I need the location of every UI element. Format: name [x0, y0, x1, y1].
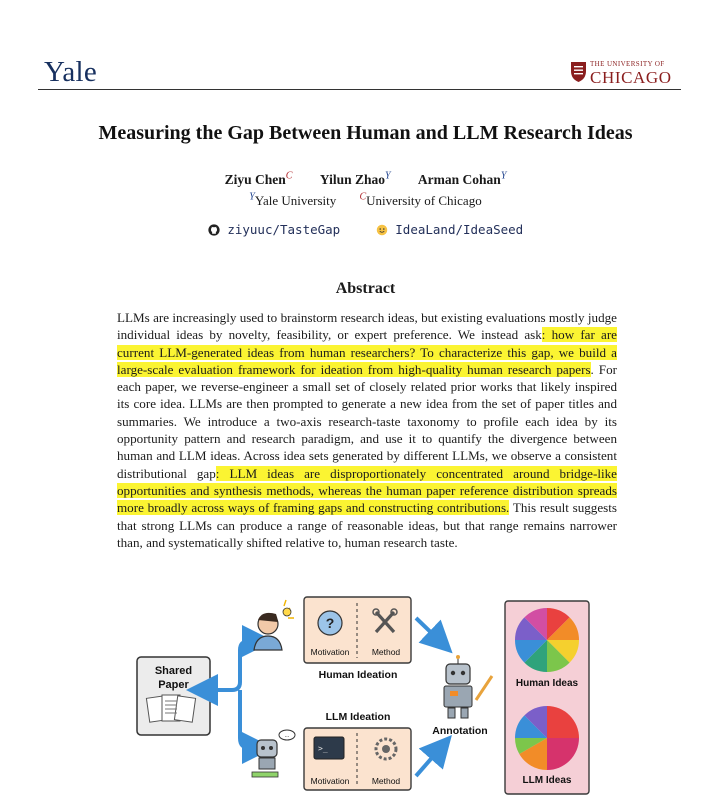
paper-title: Measuring the Gap Between Human and LLM Research Ideas [98, 122, 633, 144]
motivation-label: Motivation [310, 647, 350, 657]
human-ideas-label: Human Ideas [515, 678, 579, 689]
llm-ideas-label: LLM Ideas [522, 775, 572, 786]
papers-icon [146, 695, 195, 722]
method-label: Method [371, 776, 401, 786]
llm-ideation-label: LLM Ideation [325, 711, 391, 723]
human-ideation-panel [304, 597, 411, 663]
svg-text:>_: >_ [318, 744, 328, 753]
results-panel [505, 601, 589, 794]
highlighted-text: : how far are current LLM-generated ideas from human researchers? To characterize this gap, we build a large-scale evaluation framework for ideation from high-quality human research papers [117, 327, 617, 377]
arrow-to-llm [240, 690, 262, 748]
author: Arman Cohan$^Y$ [417, 170, 507, 187]
annotation-robot-icon [444, 655, 492, 718]
question-icon [318, 611, 342, 635]
uchicago-logo: CHICAGO [590, 68, 672, 87]
affiliation: $^Y$Yale University [249, 192, 337, 209]
llm-ideation-panel [304, 728, 411, 790]
llm-robot-icon [252, 730, 295, 777]
shared-paper-label: Shared [154, 665, 193, 677]
arrow-human-to-annotation [416, 618, 444, 645]
llm-ideas-pie [515, 706, 579, 770]
shared-paper-box [137, 657, 210, 735]
human-ideation-label: Human Ideation [318, 669, 398, 681]
arrow-llm-to-annotation [416, 744, 444, 776]
affiliation: $^C$University of Chicago [359, 192, 482, 209]
human-ideas-pie [515, 608, 579, 672]
author: Yilun Zhao$^Y$ [319, 170, 391, 187]
abstract-heading: Abstract [335, 280, 396, 297]
uchicago-logo-small-text: THE UNIVERSITY OF [590, 60, 665, 68]
svg-text:...: ... [284, 733, 290, 739]
motivation-label: Motivation [310, 776, 350, 786]
highlighted-text: : LLM ideas are disproportionately concentrated around bridge-like opportunities and synthesis methods, whereas the human paper reference distribution spreads more broadly across ways of framing gaps and constructing contributions. [117, 465, 617, 516]
svg-text:?: ? [325, 615, 335, 631]
annotation-label: Annotation [432, 725, 488, 737]
yale-logo: Yale [44, 56, 98, 88]
human-researcher-icon [254, 600, 294, 650]
github-link[interactable]: ziyuuc/TasteGap [208, 222, 348, 237]
author: Ziyu Chen$^C$ [224, 170, 293, 187]
huggingface-link[interactable]: IdeaLand/IdeaSeed [376, 222, 523, 237]
abstract-text: LLMs are increasingly used to brainstorm research ideas, but existing evaluations mostly judge individual ideas by novelty, feasibility, or expert preference. We instead ask: how far are current LLM-generated ideas from human researchers? To characterize this gap, we build a large-scale evaluation framework for ideation from high-quality human research papers. For each paper, we reverse-engineer a small set of closely related prior works that likely inspired its core idea. LLMs are then prompted to generate a new idea from the set of paper titles and summaries. We introduce a two-axis research-taste taxonomy to profile each idea by its opportunity pattern and research paradigm, and use it to quantify the divergence between human and LLM ideas. Across idea sets generated by different LLMs, we observe a consistent distributional gap: LLM ideas are disproportionately concentrated around bridge-like opportunities and synthesis methods, whereas the human paper reference distribution spreads more broadly across ways of framing gaps and constructing contributions. This result suggests that strong LLMs can produce a range of reasonable ideas, but that range remains narrower than, and systematically shifted relative to, human research taste. [117, 310, 617, 550]
method-label: Method [371, 647, 401, 657]
shared-paper-label: Paper [158, 679, 189, 691]
terminal-icon [314, 737, 344, 759]
